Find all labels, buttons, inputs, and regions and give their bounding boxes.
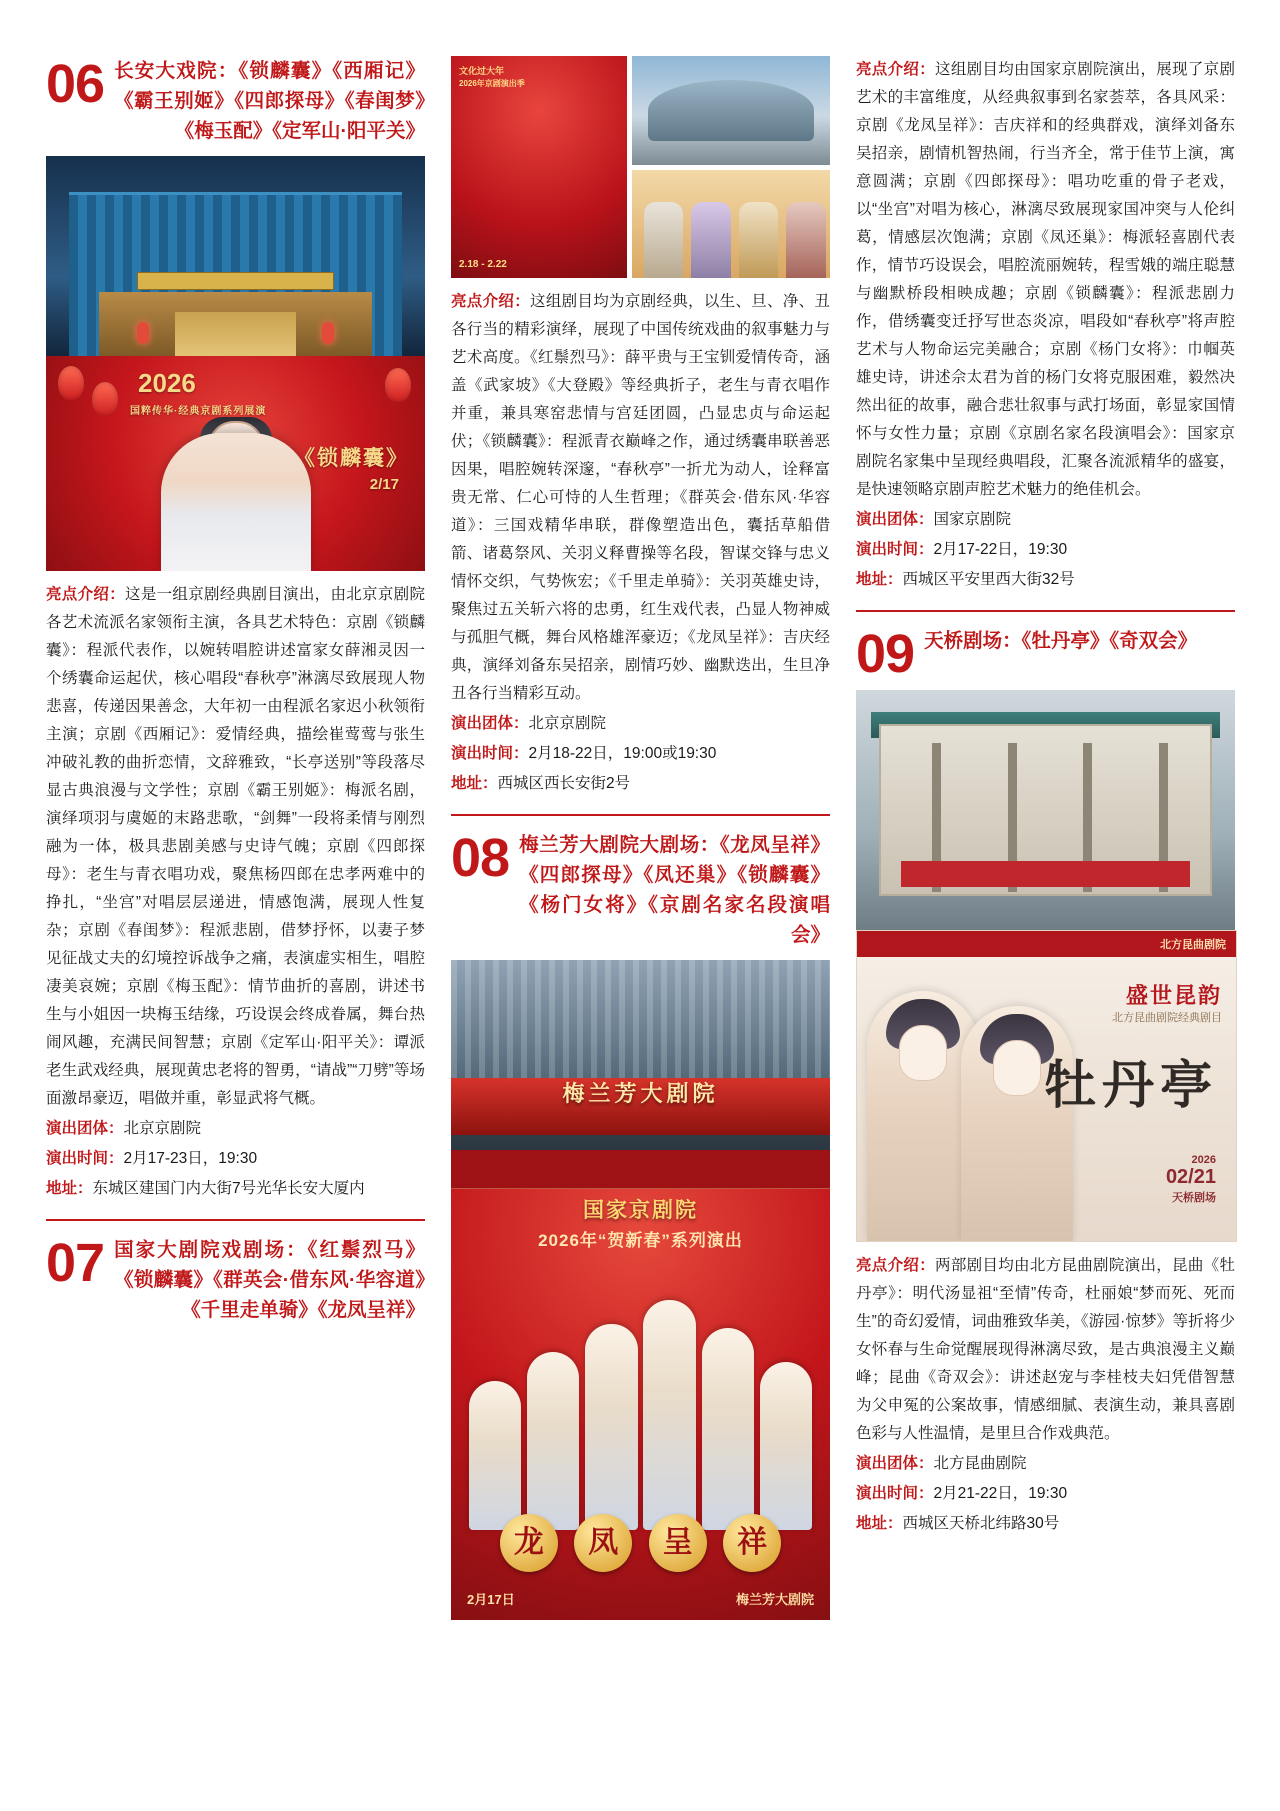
suolinnang-poster (46, 356, 425, 571)
red-lantern-icon (322, 322, 334, 344)
address-value: 西城区天桥北纬路30号 (902, 1515, 1060, 1532)
troupe-label: 演出团体： (451, 715, 529, 732)
poster-date: 02/21 (1165, 1166, 1216, 1188)
performer-figure (760, 1362, 812, 1530)
highlight-label: 亮点介绍： (451, 293, 531, 310)
highlight-text: 这是一组京剧经典剧目演出，由北京京剧院各艺术流派名家领衔主演，各具艺术特色：京剧《锁麟囊》：程派代表作，以婉转唱腔讲述富家女薛湘灵因一个绣囊命运起伏，核心唱段“春秋亭”淋漓尽致展现人物悲喜，传递因果善念，大年初一由程派名家迟小秋领衔主演；京剧《西厢记》：爱情经典，描绘崔莺莺与张生冲破礼教的曲折恋情，文辞雅致，“长亭送别”等段落尽显古典浪漫与文学性；京剧《霸王别姬》：梅派名剧，演绎项羽与虞姬的末路悲歌，“剑舞”一段将柔情与刚烈融为一体，极具悲剧美感与史诗气魄；京剧《四郎探母》：老生与青衣唱功戏，聚焦杨四郎在忠孝两难中的挣扎，“坐宫”对唱层层递进，情感饱满，展现人性复杂；京剧《春闺梦》：程派悲剧，借梦抒怀，以妻子梦见征战丈夫的幻境控诉战争之痛，表演虚实相生，唱腔凄美哀婉；京剧《梅玉配》：情节曲折的喜剧，讲述书生与小姐因一块梅玉结缘，巧设误会终成眷属，舞台热闹风趣，充满民间智慧；京剧《定军山·阳平关》：谭派老生武戏经典，展现黄忠老将的智勇，“请战”“刀劈”等场面激昂豪迈，唱做并重，彰显武将气概。 (46, 586, 425, 1107)
grand-theatre-photo (632, 56, 830, 165)
poster-footer (451, 1589, 830, 1608)
poster-figures (466, 1290, 815, 1530)
poster-subtitle: 北方昆曲剧院经典剧目 (1112, 1012, 1222, 1024)
poster-char: 祥 (723, 1514, 781, 1572)
collage-right-stack (632, 56, 830, 278)
performer-figure (786, 202, 826, 278)
poster-company: 北方昆曲剧院 (857, 931, 1236, 957)
lantern-icon (385, 368, 411, 402)
poster-year: 2026 (138, 368, 196, 398)
column-left (46, 56, 425, 1756)
poster-title: 盛世昆韵 (1125, 983, 1222, 1008)
section-number: 07 (46, 1233, 105, 1293)
section-09-heading (856, 624, 1235, 684)
troupe-value: 北方昆曲剧院 (933, 1455, 1027, 1472)
column-right (856, 56, 1235, 1756)
poster-subtitle: 国粹传华·经典京剧系列展演 (130, 406, 267, 417)
section-08-address (856, 566, 1235, 594)
poster-subtitle: 2026年“贺新春”系列演出 (538, 1231, 743, 1250)
glass-facade (451, 960, 830, 1078)
poster-venue: 梅兰芳大剧院 (735, 1592, 814, 1607)
section-title: 长安大戏院：《锁麟囊》《西厢记》《霸王别姬》《四郎探母》《春闺梦》《梅玉配》《定军山·阳平关》 (114, 60, 425, 142)
poster-venue: 天桥剧场 (1172, 1192, 1216, 1204)
address-label: 地址： (856, 1515, 903, 1532)
section-number: 06 (46, 54, 105, 114)
section-number: 09 (856, 624, 915, 684)
performer-figure (469, 1381, 521, 1530)
time-label: 演出时间： (451, 745, 529, 762)
performer-figure (585, 1324, 637, 1530)
poster-title: 《锁麟囊》 (294, 447, 409, 470)
section-07-time (451, 740, 830, 768)
three-column-layout (46, 56, 1236, 1756)
meilanfang-theatre-photo (451, 960, 830, 1150)
performer-face (899, 1025, 947, 1081)
section-07-heading (46, 1235, 425, 1325)
highlight-text: 这组剧目均由国家京剧院演出，展现了京剧艺术的丰富维度，从经典叙事到名家荟萃，各具风采：京剧《龙凤呈祥》：吉庆祥和的经典群戏，演绎刘备东吴招亲，剧情机智热闹，行当齐全，常于佳节上演，寓意圆满；京剧《四郎探母》：唱功吃重的骨子老戏，以“坐宫”对唱为核心，淋漓尽致展现家国冲突与人伦纠葛，情感层次饱满；京剧《凤还巢》：梅派轻喜剧代表作，情节巧设误会，唱腔流丽婉转，程雪娥的端庄聪慧与幽默桥段相映成趣；京剧《锁麟囊》：程派悲剧力作，借绣囊变迁抒写世态炎凉，唱段如“春秋亭”将声腔艺术与人物命运完美融合；京剧《杨门女将》：巾帼英雄史诗，讲述佘太君为首的杨门女将克服困难，毅然决然出征的故事，融合悲壮叙事与武打场面，彰显家国情怀与女性力量；京剧《京剧名家名段演唱会》：国家京剧院名家集中呈现经典唱段，汇聚各流派精华的盛宴，是快速领略京剧声腔艺术魅力的绝佳机会。 (856, 61, 1235, 498)
poster-big-characters (451, 1514, 830, 1572)
performer-figure (961, 1006, 1073, 1241)
changan-theatre-photo (46, 156, 425, 356)
section-number: 08 (451, 828, 510, 888)
section-divider (46, 1219, 425, 1221)
troupe-label: 演出团体： (856, 1455, 934, 1472)
performer-figure (527, 1352, 579, 1530)
section-09-time (856, 1480, 1235, 1508)
section-07-troupe (451, 710, 830, 738)
section-08-troupe (856, 506, 1235, 534)
collage-poster-subtitle: 2026年京剧演出季 (459, 79, 525, 88)
collage-poster (451, 56, 627, 278)
section-divider (856, 610, 1235, 612)
section-08-highlight (856, 56, 1235, 504)
red-lantern-icon (137, 322, 149, 344)
performer-figure (702, 1328, 754, 1530)
troupe-label: 演出团体： (856, 511, 934, 528)
poster-date: 2月17日 (467, 1592, 515, 1607)
collage-poster-title: 文化过大年 (459, 66, 505, 76)
section-06-time (46, 1145, 425, 1173)
poster-date-block (1166, 1154, 1216, 1205)
theatre-entrance (175, 312, 296, 356)
section-title: 天桥剧场：《牡丹亭》《奇双会》 (924, 630, 1198, 652)
dome-shape (648, 80, 815, 141)
performer-face (993, 1040, 1041, 1096)
performer-figure (644, 202, 684, 278)
poster-date: 2/17 (369, 476, 399, 493)
poster-char: 凤 (574, 1514, 632, 1572)
highlight-text: 这组剧目均为京剧经典，以生、旦、净、丑各行当的精彩演绎，展现了中国传统戏曲的叙事魅力与艺术高度。《红鬃烈马》：薛平贵与王宝钏爱情传奇，涵盖《武家坡》《大登殿》等经典折子，老生与青衣唱作并重，兼具寒窑悲情与宫廷团圆，凸显忠贞与命运起伏；《锁麟囊》：程派青衣巅峰之作，通过绣囊串联善恶因果，唱腔婉转深邃，“春秋亭”一折尤为动人，诠释富贵无常、仁心可恃的人生哲理；《群英会·借东风·华容道》：三国戏精华串联，群像塑造出色，囊括草船借箭、诸葛祭风、关羽义释曹操等名段，智谋交锋与忠义情怀交织，气势恢宏；《千里走单骑》：关羽英雄史诗，聚焦过五关斩六将的忠勇，红生戏代表，凸显人物神威与孤胆气概，舞台风格雄浑豪迈；《龙凤呈祥》：吉庆经典，演绎刘备东吴招亲，剧情巧妙、幽默迭出，生旦净丑各行当精彩互动。 (451, 293, 830, 702)
highlight-label: 亮点介绍： (856, 1257, 936, 1274)
address-value: 西城区平安里西大街32号 (902, 571, 1075, 588)
time-value: 2月21-22日，19:30 (933, 1485, 1068, 1502)
longfengchengxiang-poster (451, 1150, 830, 1620)
highlight-text: 两部剧目均由北方昆曲剧院演出，昆曲《牡丹亭》：明代汤显祖“至情”传奇，杜丽娘“梦而死、死而生”的奇幻爱情，词曲雅致华美，《游园·惊梦》等折将少女怀春与生命觉醒展现得淋漓尽致，是古典浪漫主义巅峰；昆曲《奇双会》：讲述赵宠与李桂枝夫妇凭借智慧为父申冤的公案故事，情感细腻、表演生动，兼具喜剧色彩与人性温情，是里旦合作戏典范。 (856, 1257, 1235, 1442)
poster-company: 国家京剧院 (583, 1199, 698, 1222)
performers-photo (632, 170, 830, 279)
section-title: 梅兰芳大剧院大剧场：《龙凤呈祥》《四郎探母》《凤还巢》《锁麟囊》《杨门女将》《京剧名家名段演唱会》 (519, 834, 830, 946)
time-label: 演出时间： (46, 1150, 124, 1167)
performer-figure (643, 1300, 695, 1530)
lantern-icon (58, 366, 84, 400)
column-middle (451, 56, 830, 1756)
section-divider (451, 814, 830, 816)
section-09-highlight (856, 1252, 1235, 1448)
address-label: 地址： (46, 1180, 93, 1197)
troupe-value: 北京京剧院 (528, 715, 607, 732)
performer-figure (691, 202, 731, 278)
poster-char: 龙 (500, 1514, 558, 1572)
poster-play-name: 牡丹亭 (1043, 1057, 1218, 1115)
section-06-troupe (46, 1115, 425, 1143)
time-label: 演出时间： (856, 541, 934, 558)
section-09-address (856, 1510, 1235, 1538)
section-07-address (451, 770, 830, 798)
performer-figure (161, 433, 311, 571)
section-07-collage (451, 56, 830, 278)
address-value: 西城区西长安街2号 (497, 775, 631, 792)
theatre-name-text: 梅兰芳大剧院 (562, 1081, 719, 1107)
mudanting-poster (856, 930, 1237, 1242)
section-title: 国家大剧院戏剧场：《红鬃烈马》《锁麟囊》《群英会·借东风·华容道》《千里走单骑》《龙凤呈祥》 (114, 1239, 425, 1321)
section-06-address (46, 1175, 425, 1203)
section-08-time (856, 536, 1235, 564)
theatre-signboard (137, 272, 334, 290)
performer-figure (739, 202, 779, 278)
section-09-troupe (856, 1450, 1235, 1478)
section-08-heading (451, 830, 830, 950)
section-07-highlight (451, 288, 830, 708)
section-06-heading (46, 56, 425, 146)
collage-poster-dates: 2.18 - 2.22 (459, 259, 507, 270)
troupe-label: 演出团体： (46, 1120, 124, 1137)
tianqiao-theatre-photo (856, 690, 1235, 930)
address-label: 地址： (451, 775, 498, 792)
poster-top-band (451, 1150, 830, 1189)
lantern-icon (92, 382, 118, 416)
address-label: 地址： (856, 571, 903, 588)
address-value: 东城区建国门内大街7号光华长安大厦内 (92, 1180, 365, 1197)
section-06-highlight (46, 581, 425, 1113)
troupe-value: 北京京剧院 (123, 1120, 202, 1137)
time-value: 2月18-22日，19:00或19:30 (528, 745, 717, 762)
poster-char: 呈 (649, 1514, 707, 1572)
highlight-label: 亮点介绍： (856, 61, 936, 78)
time-value: 2月17-23日，19:30 (123, 1150, 258, 1167)
poster-year: 2026 (1191, 1154, 1216, 1166)
time-value: 2月17-22日，19:30 (933, 541, 1068, 558)
theatre-banner (901, 861, 1189, 887)
highlight-label: 亮点介绍： (46, 586, 126, 603)
time-label: 演出时间： (856, 1485, 934, 1502)
troupe-value: 国家京剧院 (933, 511, 1012, 528)
